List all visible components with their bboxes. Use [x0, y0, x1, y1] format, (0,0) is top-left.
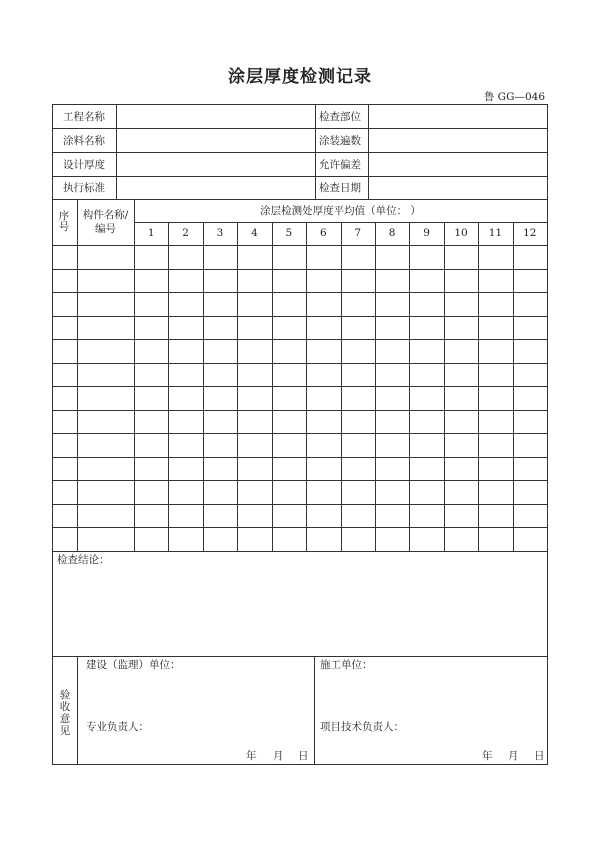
table-row [53, 480, 547, 504]
column-number-9: 9 [423, 227, 430, 239]
contractor-unit-label: 施工单位： [320, 659, 373, 671]
right-date-month: 月 [508, 750, 519, 762]
specialist-lead-label: 专业负责人： [86, 721, 149, 733]
allowed-deviation-label: 允许偏差 [319, 159, 361, 171]
left-date-month: 月 [273, 750, 284, 762]
table-row [53, 316, 547, 340]
table-row [53, 527, 547, 551]
table-row [53, 292, 547, 316]
standard-label: 执行标准 [63, 182, 105, 194]
table-row [53, 339, 547, 363]
document-code: 鲁 GG—046 [483, 91, 545, 103]
table-row [53, 245, 547, 269]
row-divider [53, 199, 547, 200]
table-bottom-border [53, 551, 547, 552]
col-divider [116, 105, 117, 199]
table-row [53, 504, 547, 528]
right-date-day: 日 [534, 750, 545, 762]
col-divider [368, 105, 369, 199]
col-divider [315, 105, 316, 199]
row-divider [53, 152, 547, 153]
table-row [53, 269, 547, 293]
row-divider [53, 128, 547, 129]
table-row [53, 433, 547, 457]
column-number-7: 7 [354, 227, 362, 239]
coating-passes-label: 涂装遍数 [319, 135, 361, 147]
column-number-1: 1 [147, 227, 155, 239]
left-date-day: 日 [298, 750, 309, 762]
column-number-11: 11 [488, 227, 503, 239]
column-number-5: 5 [285, 227, 293, 239]
project-name-label: 工程名称 [63, 111, 105, 123]
column-number-2: 2 [182, 227, 189, 239]
inspection-form [52, 104, 548, 765]
thickness-group-header: 涂层检测处厚度平均值（单位： ） [260, 205, 421, 217]
table-row [53, 386, 547, 410]
conclusion-bottom-border [53, 656, 547, 657]
column-number-8: 8 [388, 227, 396, 239]
column-number-10: 10 [454, 227, 468, 239]
technical-lead-label: 项目技术负责人： [320, 721, 404, 733]
member-header-line2: 编号 [95, 223, 116, 235]
column-number-6: 6 [319, 227, 327, 239]
table-row [53, 410, 547, 434]
column-number-3: 3 [216, 227, 224, 239]
column-number-12: 12 [523, 227, 537, 239]
acceptance-label-divider [77, 656, 78, 764]
left-date-year: 年 [246, 750, 257, 762]
inspection-date-label: 检查日期 [319, 182, 361, 194]
design-thickness-label: 设计厚度 [63, 159, 105, 171]
coating-name-label: 涂料名称 [63, 135, 105, 147]
column-number-4: 4 [251, 227, 258, 239]
construction-unit-label: 建设（监理）单位： [86, 659, 181, 671]
right-date-year: 年 [482, 750, 493, 762]
seq-header: 序号 [58, 210, 70, 233]
row-divider [53, 176, 547, 177]
member-header-line1: 构件名称/ [82, 209, 129, 221]
acceptance-label: 验收意见 [59, 689, 71, 737]
table-row [53, 363, 547, 387]
inspection-location-label: 检查部位 [319, 111, 361, 123]
form-title: 涂层厚度检测记录 [228, 67, 372, 87]
acceptance-middle-divider [314, 656, 315, 764]
conclusion-label: 检查结论： [57, 554, 110, 566]
table-row [53, 457, 547, 481]
